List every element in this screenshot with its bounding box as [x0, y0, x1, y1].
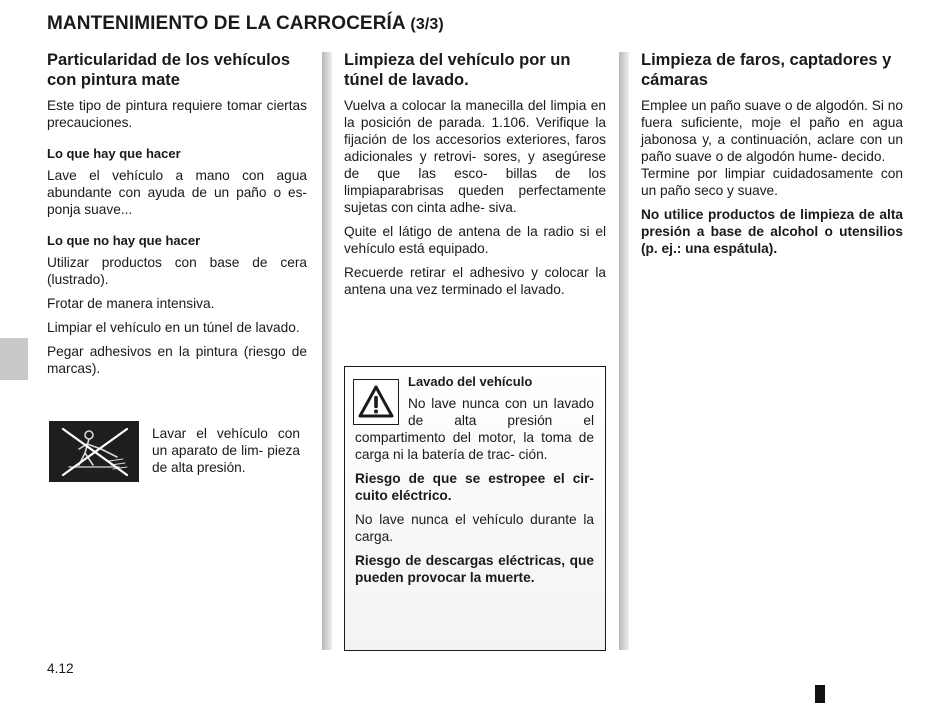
warning-text: No lave nunca el vehículo durante la carga.: [355, 512, 594, 544]
dont-item: Pegar adhesivos en la pintura (riesgo de marcas).: [47, 344, 307, 376]
page-title-text: MANTENIMIENTO DE LA CARROCERÍA: [47, 13, 406, 34]
column3-warning: No utilice productos de limpieza de alta presión a base de alcohol o utensilios (p. ej.: una espátula).: [641, 207, 903, 256]
column1-heading: Particularidad de los vehículos con pintura mate: [47, 51, 290, 89]
image-caption: Lavar el vehículo con un aparato de lim- pieza de alta presión.: [152, 426, 300, 475]
warning-text: No lave nunca con un lavado de alta presión el compartimento del motor, la toma de carga ni la batería de trac- ción.: [355, 396, 594, 462]
warning-triangle-icon: [353, 379, 399, 425]
column-divider: [619, 52, 629, 650]
column3-paragraph: Termine por limpiar cuidadosamente con un paño seco y suave.: [641, 166, 903, 198]
warning-title: Lavado del vehículo: [408, 374, 533, 389]
page-number: 4.12: [47, 661, 74, 676]
warning-box: [344, 366, 606, 651]
do-text: Lave el vehículo a mano con agua abundante con ayuda de un paño o es- ponja suave...: [47, 168, 307, 217]
dont-item: Limpiar el vehículo en un túnel de lavado.: [47, 320, 300, 335]
column2-paragraph: Vuelva a colocar la manecilla del limpia en la posición de parada. 1.106. Verifique la fijación de los accesorios exteriores, faros adicionales y retrovi- sores, y asegúrese de que las esco- billas de los limpiaparabrisas queden perfectamente sujetas con cinta adhe- siva.: [344, 98, 606, 215]
column2-heading: Limpieza del vehículo por un túnel de lavado.: [344, 51, 571, 89]
column2-paragraph: Recuerde retirar el adhesivo y colocar la antena una vez terminado el lavado.: [344, 265, 606, 297]
column-matte-paint: [47, 50, 307, 384]
column2-paragraph: Quite el látigo de antena de la radio si el vehículo está equipado.: [344, 224, 606, 256]
section-tab: [0, 338, 28, 380]
column1-intro: Este tipo de pintura requiere tomar ciertas precauciones.: [47, 98, 307, 130]
page-title-part: (3/3): [410, 16, 444, 33]
column-divider: [322, 52, 332, 650]
do-heading: Lo que hay que hacer: [47, 146, 181, 161]
dont-item: Utilizar productos con base de cera (lustrado).: [47, 255, 307, 287]
warning-risk: Riesgo de que se estropee el cir- cuito eléctrico.: [355, 471, 594, 503]
column3-heading: Limpieza de faros, captadores y cámaras: [641, 51, 892, 89]
dont-heading: Lo que no hay que hacer: [47, 233, 201, 248]
warning-risk: Riesgo de descargas eléctricas, que pueden provocar la muerte.: [355, 553, 594, 585]
column-car-wash: [344, 50, 606, 305]
dont-item: Frotar de manera intensiva.: [47, 296, 215, 311]
column-headlights: [641, 50, 903, 264]
no-pressure-washer-icon: [49, 421, 139, 482]
column3-paragraph: Emplee un paño suave o de algodón. Si no fuera suficiente, moje el paño en agua jabonosa y, a continuación, aclare con un paño suave o de algodón hume- decido.: [641, 98, 903, 164]
page-title: [47, 13, 444, 35]
page-edge-mark: [815, 685, 825, 703]
